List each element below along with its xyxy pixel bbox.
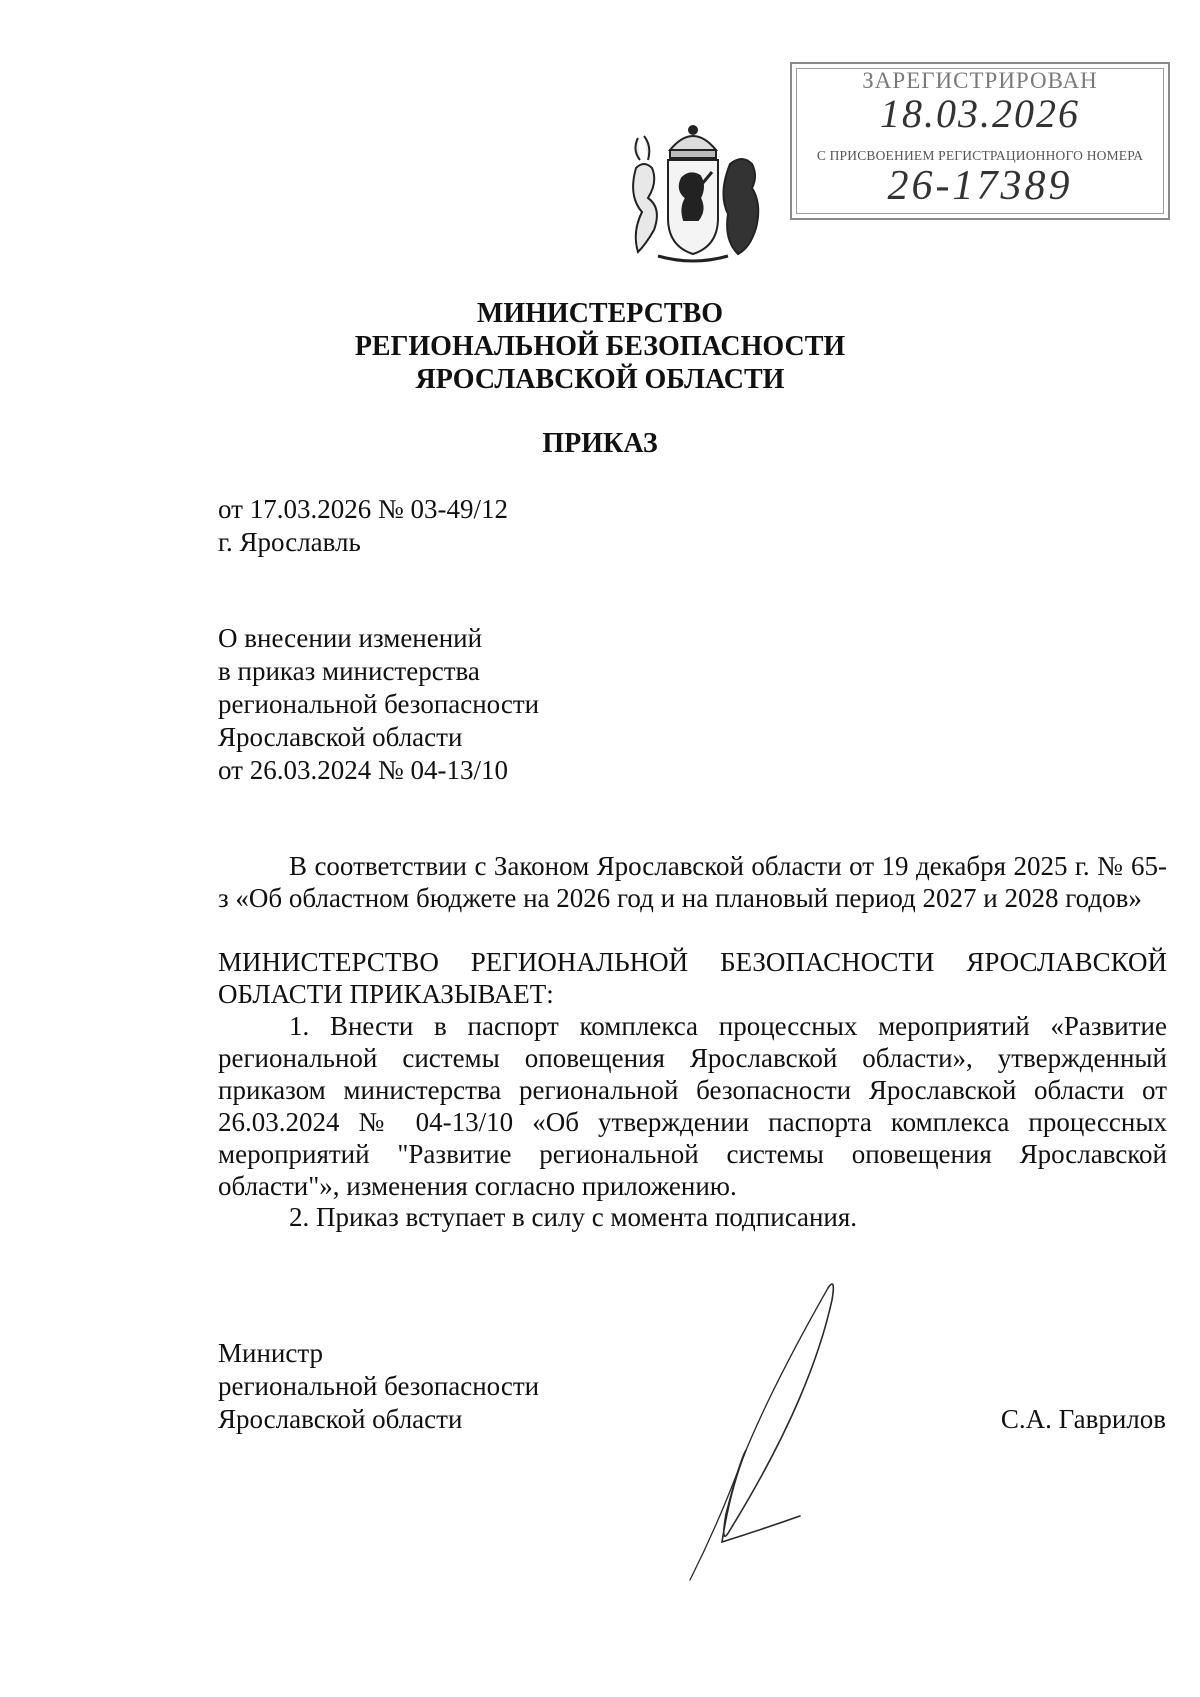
subject-line-4: Ярославской области — [218, 722, 463, 752]
body-orders-line: МИНИСТЕРСТВО РЕГИОНАЛЬНОЙ БЕЗОПАСНОСТИ ЯРОСЛАВСКОЙ ОБЛАСТИ ПРИКАЗЫВАЕТ: — [218, 947, 1167, 1009]
ministry-name-line-1: МИНИСТЕРСТВО — [476, 298, 724, 329]
body-preamble: В соответствии с Законом Ярославской области от 19 декабря 2025 г. № 65-з «Об областном бюджете на 2026 год и на плановый период 2027 и 2028 годов» — [218, 851, 1167, 913]
handwritten-signature — [660, 1280, 860, 1590]
subject-line-5: от 26.03.2024 № 04-13/10 — [218, 755, 508, 785]
subject-line-3: региональной безопасности — [218, 689, 540, 719]
subject-line-1: О внесении изменений — [218, 623, 483, 653]
body-item-2: 2. Приказ вступает в силу с момента подписания. — [289, 1202, 858, 1232]
registration-stamp — [790, 62, 1170, 220]
stamp-number: 26-17389 — [887, 163, 1073, 209]
signatory-position-line-2: региональной безопасности — [218, 1371, 540, 1401]
order-city: г. Ярославль — [218, 527, 361, 557]
signatory-position-line-3: Ярославской области — [218, 1404, 463, 1434]
ministry-name-line-2: РЕГИОНАЛЬНОЙ БЕЗОПАСНОСТИ — [354, 331, 846, 362]
body-item-1: 1. Внести в паспорт комплекса процессных мероприятий «Развитие региональной системы оповещения Ярославской области», утвержденный приказом министерства региональной безопасности Ярославской области от 26.03.2024 № 04-13/10 «Об утверждении паспорта комплекса процессных мероприятий "Развитие региональной системы оповещения Ярославской области"», изменения согласно приложению. — [218, 1011, 1167, 1201]
order-date-number: от 17.03.2026 № 03-49/12 — [218, 494, 508, 524]
document-type-title: ПРИКАЗ — [542, 428, 658, 459]
stamp-caption: С ПРИСВОЕНИЕМ РЕГИСТРАЦИОННОГО НОМЕРА — [816, 148, 1144, 163]
subject-line-2: в приказ министерства — [218, 656, 480, 686]
signatory-name: С.А. Гаврилов — [1000, 1404, 1166, 1434]
coat-of-arms-icon — [618, 120, 768, 268]
signatory-position-line-1: Министр — [218, 1338, 323, 1368]
ministry-name-line-3: ЯРОСЛАВСКОЙ ОБЛАСТИ — [415, 364, 785, 395]
stamp-date: 18.03.2026 — [880, 91, 1080, 136]
stamp-title: ЗАРЕГИСТРИРОВАН — [862, 68, 1098, 93]
